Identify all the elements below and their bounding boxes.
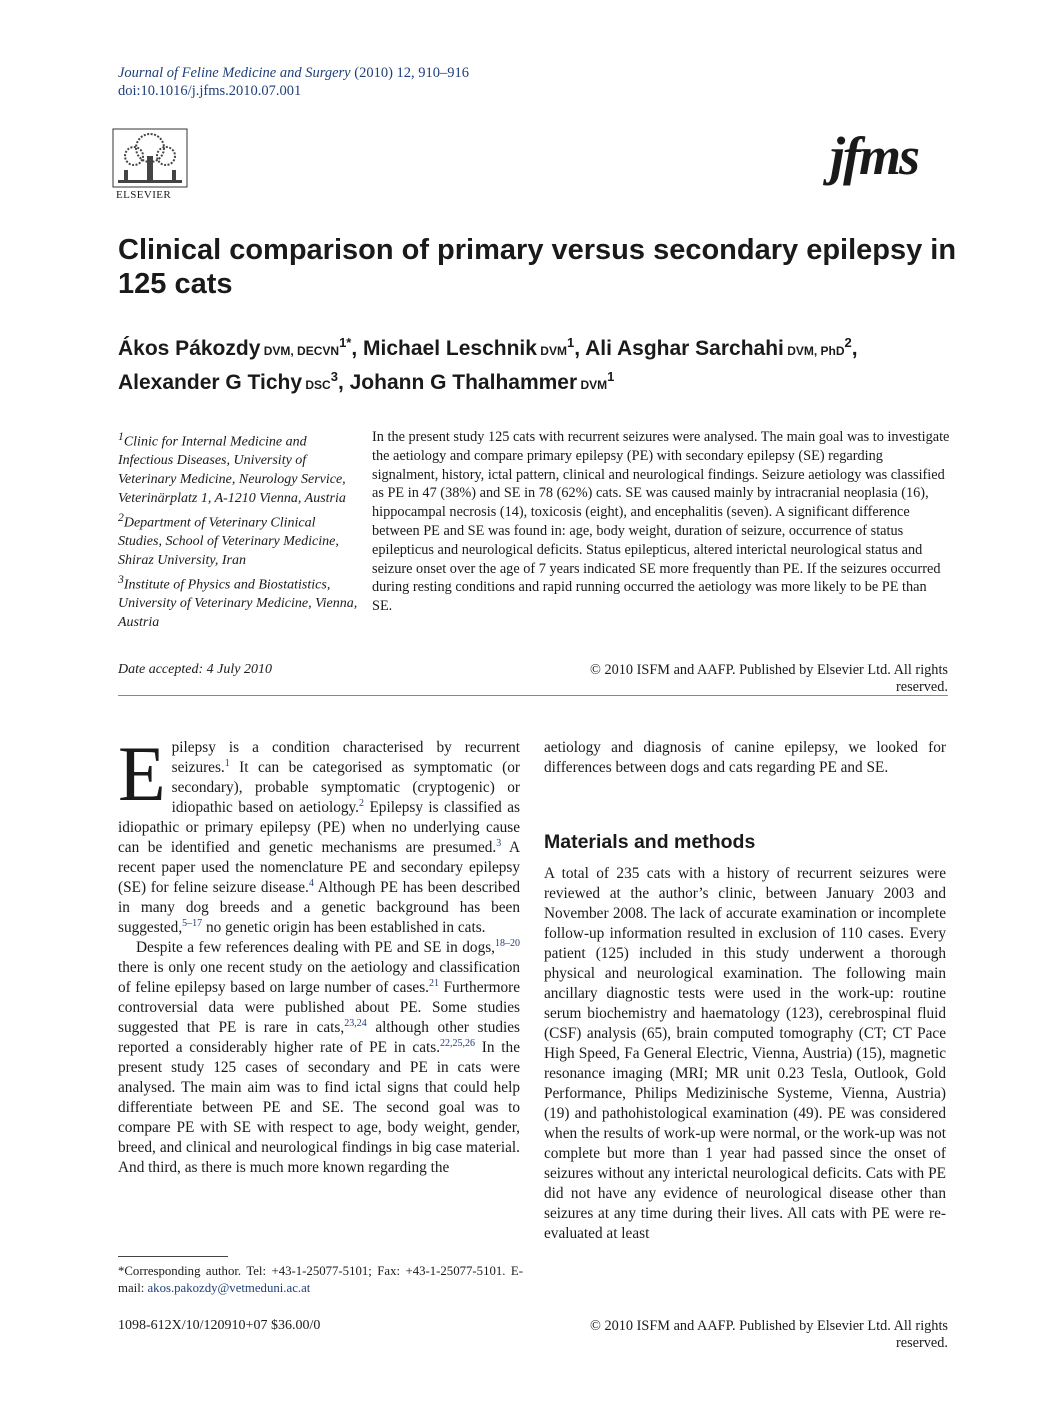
author-affiliation-mark: 1 — [566, 335, 575, 350]
journal-name: Journal of Feline Medicine and Surgery — [118, 65, 351, 81]
footer-copyright: © 2010 ISFM and AAFP. Published by Elsevier Ltd. All rights reserved. — [590, 1318, 948, 1351]
corresponding-author-footnote — [118, 1263, 523, 1297]
reference-citation[interactable]: 18–20 — [495, 937, 520, 949]
text-run: Although PE has been described in many dog breeds and a genetic background has been suggested, — [118, 879, 520, 936]
affiliation — [118, 571, 358, 633]
author — [363, 337, 585, 360]
affiliation-number: 2 — [118, 510, 124, 524]
footnote-text: *Corresponding author. Tel: +43-1-25077-5101; Fax: +43-1-25077-5101. E-mail: — [118, 1264, 523, 1295]
affiliation — [118, 509, 358, 571]
text-run: Epilepsy is classified as idiopathic or primary epilepsy (PE) when no underlying cause can be identified and genetic mechanisms are presumed. — [118, 799, 520, 856]
abstract: In the present study 125 cats with recurrent seizures were analysed. The main goal was to investigate the aetiology and compare primary epilepsy (PE) with secondary epilepsy (SE) regarding signalment, history, ictal pattern, clinical and neurological findings. Seizure aetiology was classified as PE in 47 (38%) and SE in 78 (62%) cats. SE was caused mainly by intracranial neoplasia (16), hippocampal necrosis (14), toxicosis (eight), and encephalitis (seven). A significant difference between PE and SE was found in: age, body weight, duration of seizure, occurrence of status epilepticus and neurological deficits. Status epilepticus, altered interictal neurological status and seizure onset over the age of 7 years indicated SE more frequently than PE. If the seizures occurred during resting conditions and rapid running occurred the aetiology was more likely to be PE than SE. — [372, 429, 950, 615]
text-run: there is only one recent study on the aetiology and classification of feline epilepsy based on large number of cases. — [118, 959, 520, 996]
author-name: Johann G Thalhammer — [349, 371, 578, 394]
publisher-name: ELSEVIER — [116, 189, 172, 201]
author-separator: , — [574, 337, 586, 360]
reference-citation[interactable]: 5–17 — [182, 917, 203, 929]
reference-citation[interactable]: 3 — [496, 837, 502, 849]
body-column-left — [118, 730, 521, 1178]
body-column-right — [544, 738, 946, 1244]
reference-citation[interactable]: 22,25,26 — [440, 1037, 476, 1049]
author-degrees: DVM — [577, 378, 608, 392]
text-run: A recent paper used the nomenclature PE and secondary epilepsy (SE) for feline seizure disease. — [118, 839, 521, 896]
reference-citation[interactable]: 4 — [308, 877, 314, 889]
intro-paragraph-1 — [118, 730, 521, 938]
issn-price: 1098-612X/10/120910+07 $36.00/0 — [118, 1318, 321, 1333]
text-run: pilepsy is a condition characterised by recurrent seizures. — [171, 739, 520, 776]
author-separator: , — [351, 337, 364, 360]
author-affiliation-mark: 3 — [330, 369, 338, 384]
intro-paragraph-2 — [118, 938, 520, 1178]
author — [118, 371, 350, 394]
author-degrees: DVM, DECVN — [260, 344, 340, 358]
affiliation-text: Department of Veterinary Clinical Studies, School of Veterinary Medicine, Shiraz University, Iran — [118, 515, 339, 569]
author-name: Ali Asghar Sarchahi — [585, 337, 784, 360]
text-run: although other studies reported a considerably higher rate of PE in cats. — [118, 1019, 520, 1056]
author — [118, 337, 363, 360]
affiliation-text: Clinic for Internal Medicine and Infectious Diseases, University of Veterinary Medicine, Neurology Service, Veterinärplatz 1, A-1210 Vienna, Austria — [118, 434, 346, 507]
author-degrees: DSC — [302, 378, 331, 392]
affiliation — [118, 428, 358, 509]
text-run: no genetic origin has been established in cats. — [202, 919, 486, 936]
intro-paragraph-1-text — [118, 730, 521, 936]
author-degrees: DVM, PhD — [783, 344, 845, 358]
footnote-divider — [118, 1256, 228, 1257]
doi-link[interactable]: doi:10.1016/j.jfms.2010.07.001 — [118, 83, 302, 99]
methods-paragraph-1: A total of 235 cats with a history of recurrent seizures were reviewed at the author’s clinic, between January 2003 and November 2008. The lack of accurate examination or incomplete follow-up information resulted in exclusion of 110 cases. Every patient (125) included in this study underwent a thorough physical and neurological examination. The following main ancillary diagnostic tests were used in the work-up: routine serum biochemistry and haematology (123), cerebrospinal fluid (CSF) analysis (65), brain computed tomography (CT; CT Pace High Speed, Fa General Electric, Vienna, Austria) (15), magnetic resonance imaging (MRI; MR unit 0.23 Tesla, Outlook, Gold Performance, Philips Medizinische Systeme, Vienna, Austria) (19) and pathohistological examination (49). PE was considered when the results of work-up were normal, or the work-up was not complete but more than 1 year had passed since the onset of seizures without any interictal neurological deficits. Cats with PE did not have any evidence of neurological disease other than seizures at any time during their lives. All cats with PE were re-evaluated at least — [544, 865, 946, 1242]
section-heading-methods: Materials and methods — [544, 831, 756, 853]
text-run: Furthermore controversial data were published about PE. Some studies suggested that PE is rare in cats, — [118, 979, 521, 1036]
text-run: It can be categorised as symptomatic (or secondary), probable symptomatic (cryptogenic) or idiopathic based on aetiology. — [171, 759, 520, 816]
reference-citation[interactable]: 1 — [224, 757, 230, 769]
reference-citation[interactable]: 21 — [428, 977, 439, 989]
text-run: In the present study 125 cases of secondary and PE in cats were analysed. The main aim was to find ictal signs that could help differentiate between PE and SE. The second goal was to compare PE with SE with respect to age, body weight, gender, breed, and clinical and neurological findings in big case material. And third, as there is much more known regarding the — [118, 1039, 520, 1176]
affiliation-number: 3 — [118, 572, 124, 586]
reference-citation[interactable]: 23,24 — [344, 1017, 367, 1029]
journal-header — [118, 64, 469, 100]
text-run: Despite a few references dealing with PE and SE in dogs, — [136, 939, 495, 956]
article-title: Clinical comparison of primary versus secondary epilepsy in 125 cats — [118, 234, 957, 300]
author-affiliation-mark: 1 — [607, 369, 615, 384]
author-name: Alexander G Tichy — [118, 371, 303, 394]
drop-cap: E — [118, 730, 166, 817]
author — [585, 337, 858, 360]
date-accepted: Date accepted: 4 July 2010 — [118, 662, 272, 677]
section-divider — [118, 695, 948, 696]
affiliation-text: Institute of Physics and Biostatistics, University of Veterinary Medicine, Vienna, Austria — [118, 577, 358, 631]
author-name: Michael Leschnik — [363, 337, 537, 360]
author-separator: , — [337, 371, 350, 394]
affiliations — [118, 428, 358, 633]
author-separator: , — [851, 337, 858, 360]
jfms-logo: jfms — [830, 126, 919, 186]
author-degrees: DVM — [536, 344, 567, 358]
reference-citation[interactable]: 2 — [359, 797, 365, 809]
author-list — [118, 330, 978, 398]
abstract-copyright: © 2010 ISFM and AAFP. Published by Elsevier Ltd. All rights reserved. — [590, 662, 948, 695]
affiliation-number: 1 — [118, 430, 124, 443]
author — [350, 371, 615, 394]
author-affiliation-mark: 2 — [844, 335, 852, 350]
author-email-link[interactable]: akos.pakozdy@vetmeduni.ac.at — [147, 1281, 311, 1295]
author-affiliation-mark: 1* — [339, 335, 352, 350]
intro-paragraph-3: aetiology and diagnosis of canine epilepsy, we looked for differences between dogs and cats regarding PE and SE. — [544, 739, 946, 776]
journal-citation: (2010) 12, 910–916 — [350, 65, 470, 81]
author-name: Ákos Pákozdy — [118, 337, 261, 360]
